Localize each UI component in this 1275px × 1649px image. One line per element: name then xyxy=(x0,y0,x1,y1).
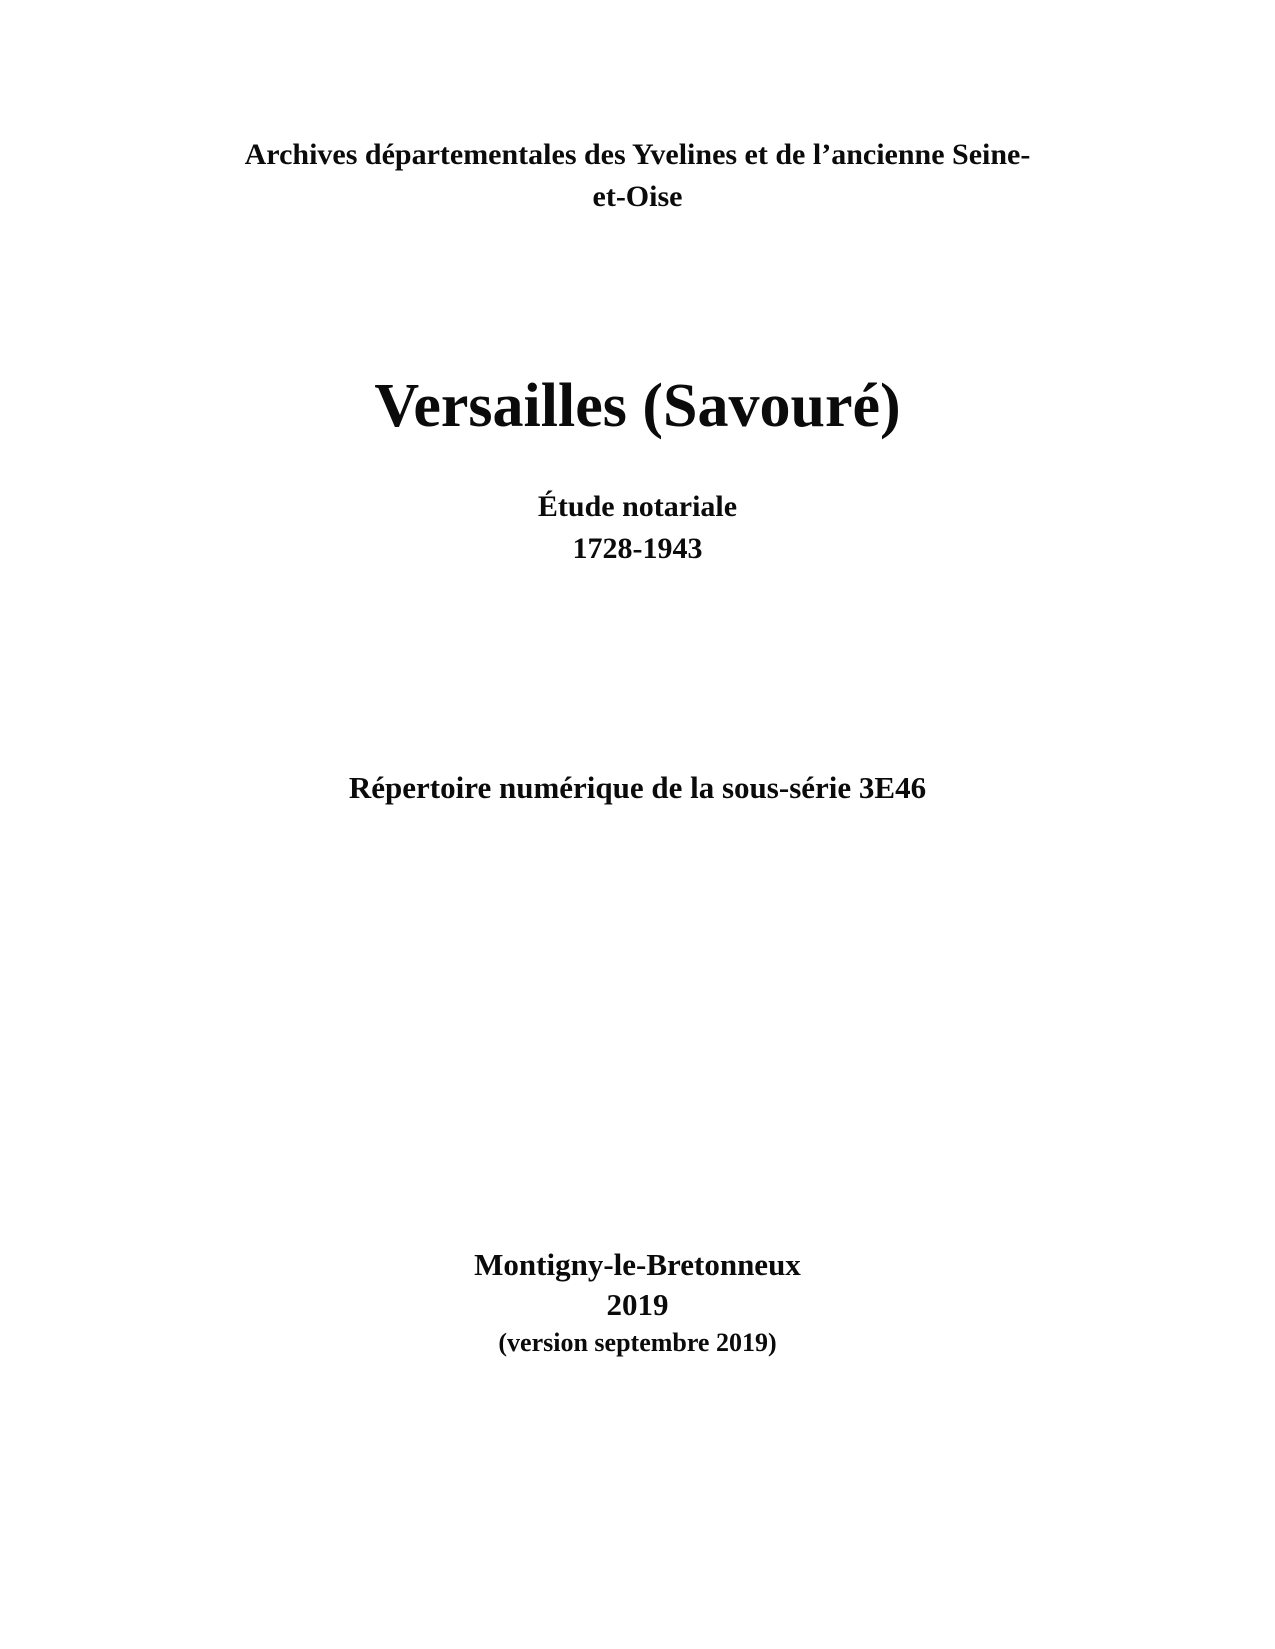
institution-header xyxy=(0,134,1275,218)
institution-header-line-1: Archives départementales des Yvelines et de l’ancienne Seine- xyxy=(244,138,1031,171)
series-title: Répertoire numérique de la sous-série 3E46 xyxy=(348,770,927,805)
subtitle-block xyxy=(0,486,1275,570)
document-title: Versailles (Savouré) xyxy=(374,372,901,440)
imprint-place: Montigny-le-Bretonneux xyxy=(474,1247,801,1282)
imprint-year: 2019 xyxy=(606,1287,669,1322)
subtitle-date-range: 1728-1943 xyxy=(572,532,703,565)
imprint-version-note: (version septembre 2019) xyxy=(498,1328,777,1357)
institution-header-line-2: et-Oise xyxy=(592,180,683,213)
subtitle-type: Étude notariale xyxy=(537,490,738,523)
imprint-block xyxy=(0,1245,1275,1359)
